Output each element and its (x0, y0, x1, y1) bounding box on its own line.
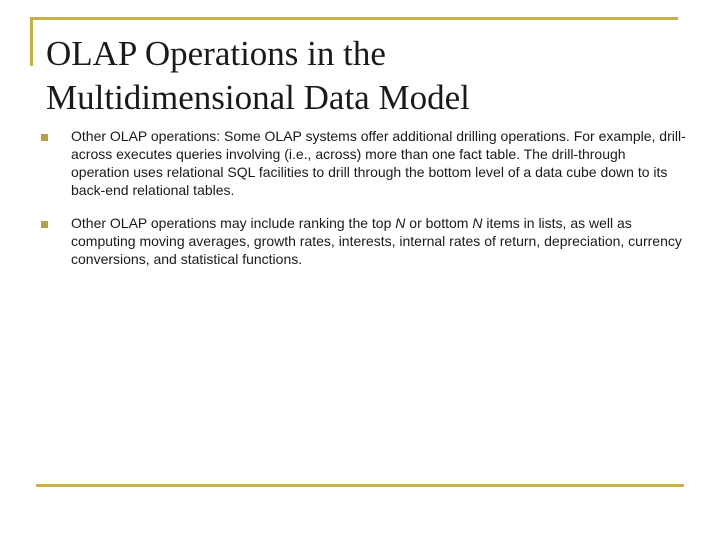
top-rule-horizontal (30, 17, 678, 20)
bullet-item-drill-operations (38, 127, 686, 199)
slide-title (46, 32, 686, 120)
bullet-text-part-1: Other OLAP operations may include ranking the top (71, 215, 396, 231)
bullet-text-part-2: or bottom (405, 215, 473, 231)
top-rule-vertical (30, 17, 33, 66)
bullet-text-italic-n-2: N (472, 215, 483, 231)
bullet-list (38, 127, 686, 283)
square-bullet-icon (41, 134, 48, 141)
title-line-1: OLAP Operations in the (46, 34, 386, 73)
bottom-rule (36, 484, 684, 487)
bullet-text-italic-n-1: N (395, 215, 406, 231)
bullet-item-other-operations (38, 214, 686, 268)
title-line-2: Multidimensional Data Model (46, 78, 470, 117)
bullet-text-part-3: items in lists, as well as computing moving averages, growth rates, interests, internal rates of return, depreciation, currency conversions, and statistical functions. (71, 215, 682, 267)
square-bullet-icon (41, 221, 48, 228)
bullet-text: Other OLAP operations: Some OLAP systems offer additional drilling operations. For example, drill-across executes queries involving (i.e., across) more than one fact table. The drill-through operation uses relational SQL facilities to drill through the bottom level of a data cube down to its back-end relational tables. (71, 128, 686, 198)
